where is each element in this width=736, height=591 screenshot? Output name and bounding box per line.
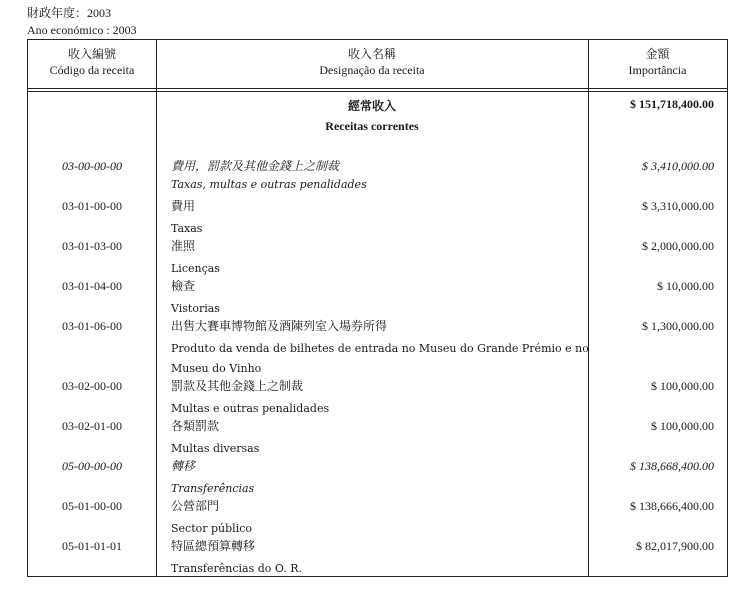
row-description-pt: Transferências do O. R. [171, 562, 303, 575]
row-description-zh: 費用 [171, 199, 196, 213]
total-amount: $ 151,718,400.00 [630, 97, 714, 111]
row-description [171, 199, 589, 239]
row-description-zh: 轉移 [171, 459, 196, 473]
header-code-zh: 收入編號 [67, 47, 116, 61]
row-code: 03-01-04-00 [62, 279, 122, 293]
row-code: 03-01-06-00 [62, 319, 122, 333]
row-amount: $ 138,668,400.00 [630, 459, 714, 473]
row-description-zh: 費用，罰款及其他金錢上之制裁 [171, 159, 340, 173]
row-description-zh: 檢查 [171, 279, 196, 293]
header-code [28, 46, 156, 78]
row-amount: $ 2,000,000.00 [642, 239, 714, 253]
row-description-zh: 罰款及其他金錢上之制裁 [171, 379, 304, 393]
row-code: 05-01-00-00 [62, 499, 122, 513]
header-code-pt: Código da receita [49, 63, 135, 77]
row-description-pt: Produto da venda de bilhetes de entrada no Museu do Grande Prémio e no Museu do Vinho [171, 342, 589, 375]
row-description-pt: Multas diversas [171, 442, 260, 455]
fiscal-year-pt: Ano económico : 2003 [27, 23, 137, 37]
row-amount: $ 3,410,000.00 [642, 159, 714, 173]
row-description-zh: 特區總預算轉移 [171, 539, 256, 553]
row-amount: $ 10,000.00 [657, 279, 714, 293]
row-description-pt: Taxas, multas e outras penalidades [171, 178, 367, 191]
revenue-table [27, 39, 728, 577]
row-description [171, 499, 589, 539]
row-description-pt: Multas e outras penalidades [171, 402, 330, 415]
row-description-pt: Licenças [171, 262, 220, 275]
total-label-zh: 經常收入 [347, 99, 396, 113]
row-code: 03-01-03-00 [62, 239, 122, 253]
row-description-zh: 出售大賽車博物館及酒陳列室入場券所得 [171, 319, 388, 333]
row-description-zh: 各類罰款 [171, 419, 220, 433]
row-description [171, 239, 589, 279]
row-description [171, 459, 589, 499]
header-description [156, 46, 588, 78]
row-description-pt: Taxas [171, 222, 203, 235]
total-label-pt: Receitas correntes [325, 119, 419, 133]
row-amount: $ 100,000.00 [651, 419, 714, 433]
row-amount: $ 3,310,000.00 [642, 199, 714, 213]
header-amount-pt: Importância [628, 63, 687, 77]
row-description [171, 279, 589, 319]
header-divider [28, 88, 727, 89]
row-code: 05-00-00-00 [62, 459, 122, 473]
row-code: 05-01-01-01 [62, 539, 122, 553]
row-description [171, 159, 589, 195]
header-amount [588, 46, 727, 78]
row-code: 03-02-00-00 [62, 379, 122, 393]
fiscal-year-zh: 財政年度：2003 [27, 6, 112, 20]
header-divider [28, 91, 727, 92]
row-description-zh: 准照 [171, 239, 196, 253]
row-description [171, 379, 589, 419]
row-description [171, 539, 589, 579]
header-description-pt: Designação da receita [319, 63, 425, 77]
row-code: 03-02-01-00 [62, 419, 122, 433]
header-amount-zh: 金額 [645, 47, 670, 61]
row-description-pt: Transferências [171, 482, 255, 495]
row-description [171, 419, 589, 459]
row-description-zh: 公營部門 [171, 499, 220, 513]
row-code: 03-00-00-00 [62, 159, 122, 173]
row-description-pt: Sector público [171, 522, 252, 535]
row-amount: $ 138,666,400.00 [630, 499, 714, 513]
row-amount: $ 1,300,000.00 [642, 319, 714, 333]
row-code: 03-01-00-00 [62, 199, 122, 213]
row-amount: $ 100,000.00 [651, 379, 714, 393]
row-description [171, 319, 589, 379]
header-description-zh: 收入名稱 [347, 47, 396, 61]
row-description-pt: Vistorias [171, 302, 220, 315]
row-amount: $ 82,017,900.00 [636, 539, 714, 553]
